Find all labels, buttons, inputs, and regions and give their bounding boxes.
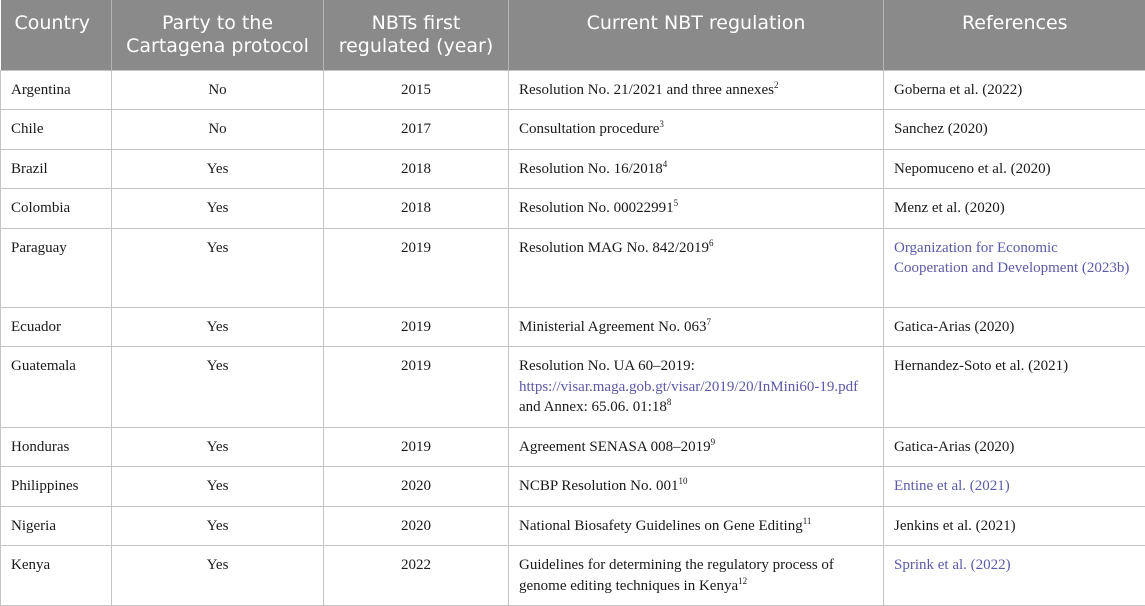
cell-year: 2019 bbox=[324, 307, 509, 347]
footnote-marker: 11 bbox=[803, 516, 812, 526]
cell-reference bbox=[884, 546, 1145, 606]
footnote-marker: 2 bbox=[774, 80, 779, 90]
cell-reference bbox=[884, 228, 1145, 307]
cell-reference: Gatica-Arias (2020) bbox=[884, 427, 1145, 467]
regulation-text-annex: and Annex: 65.06. 01:18 bbox=[519, 399, 667, 415]
cell-regulation bbox=[509, 228, 884, 307]
regulation-text: Resolution No. UA 60–2019: bbox=[519, 358, 695, 374]
cell-party: Yes bbox=[112, 506, 324, 546]
cell-reference: Jenkins et al. (2021) bbox=[884, 506, 1145, 546]
reference-link[interactable]: Sprink et al. (2022) bbox=[894, 557, 1011, 573]
cell-country: Honduras bbox=[1, 427, 112, 467]
cell-party: Yes bbox=[112, 228, 324, 307]
cell-country: Chile bbox=[1, 110, 112, 150]
cell-year: 2015 bbox=[324, 70, 509, 110]
cell-regulation bbox=[509, 427, 884, 467]
cell-country: Brazil bbox=[1, 149, 112, 189]
cell-country: Argentina bbox=[1, 70, 112, 110]
table-row bbox=[1, 347, 1145, 428]
reference-link[interactable]: Organization for Economic Cooperation and Development (2023b) bbox=[894, 240, 1129, 277]
footnote-marker: 12 bbox=[738, 576, 747, 586]
cell-party: Yes bbox=[112, 149, 324, 189]
cell-year: 2017 bbox=[324, 110, 509, 150]
table-row bbox=[1, 149, 1145, 189]
cell-reference: Goberna et al. (2022) bbox=[884, 70, 1145, 110]
table-row bbox=[1, 110, 1145, 150]
table-row bbox=[1, 506, 1145, 546]
regulation-text: Resolution MAG No. 842/2019 bbox=[519, 240, 709, 256]
cell-country: Paraguay bbox=[1, 228, 112, 307]
footnote-marker: 5 bbox=[674, 198, 679, 208]
table-row bbox=[1, 228, 1145, 307]
footnote-marker: 3 bbox=[659, 119, 664, 129]
cell-regulation bbox=[509, 110, 884, 150]
regulation-text: Consultation procedure bbox=[519, 121, 659, 137]
cell-party: No bbox=[112, 110, 324, 150]
header-party: Party to the Cartagena protocol bbox=[112, 0, 324, 70]
regulation-text: Resolution No. 00022991 bbox=[519, 200, 674, 216]
reference-link[interactable]: Entine et al. (2021) bbox=[894, 478, 1010, 494]
cell-country: Kenya bbox=[1, 546, 112, 606]
regulation-text: National Biosafety Guidelines on Gene Editing bbox=[519, 518, 803, 534]
header-references: References bbox=[884, 0, 1145, 70]
cell-regulation bbox=[509, 546, 884, 606]
regulation-text: Resolution No. 16/2018 bbox=[519, 161, 663, 177]
cell-party: Yes bbox=[112, 467, 324, 507]
cell-year: 2019 bbox=[324, 347, 509, 428]
table-row bbox=[1, 546, 1145, 606]
cell-year: 2018 bbox=[324, 149, 509, 189]
cell-regulation bbox=[509, 70, 884, 110]
cell-reference: Gatica-Arias (2020) bbox=[884, 307, 1145, 347]
cell-reference bbox=[884, 467, 1145, 507]
footnote-marker: 6 bbox=[709, 238, 714, 248]
header-country: Country bbox=[1, 0, 112, 70]
cell-regulation bbox=[509, 506, 884, 546]
cell-country: Nigeria bbox=[1, 506, 112, 546]
cell-party: No bbox=[112, 70, 324, 110]
cell-regulation bbox=[509, 347, 884, 428]
cell-regulation bbox=[509, 467, 884, 507]
header-regulation: Current NBT regulation bbox=[509, 0, 884, 70]
footnote-marker: 7 bbox=[706, 317, 711, 327]
footnote-marker: 8 bbox=[667, 397, 672, 407]
cell-regulation bbox=[509, 189, 884, 229]
regulation-text: Agreement SENASA 008–2019 bbox=[519, 439, 711, 455]
regulation-url-link[interactable]: https://visar.maga.gob.gt/visar/2019/20/InMini60-19.pdf bbox=[519, 379, 858, 395]
cell-year: 2020 bbox=[324, 506, 509, 546]
cell-reference: Sanchez (2020) bbox=[884, 110, 1145, 150]
cell-party: Yes bbox=[112, 307, 324, 347]
cell-reference: Hernandez-Soto et al. (2021) bbox=[884, 347, 1145, 428]
cell-regulation bbox=[509, 307, 884, 347]
header-year: NBTs first regulated (year) bbox=[324, 0, 509, 70]
cell-party: Yes bbox=[112, 189, 324, 229]
cell-year: 2020 bbox=[324, 467, 509, 507]
footnote-marker: 10 bbox=[678, 476, 687, 486]
table-row bbox=[1, 427, 1145, 467]
cell-year: 2018 bbox=[324, 189, 509, 229]
cell-year: 2019 bbox=[324, 427, 509, 467]
footnote-marker: 9 bbox=[711, 437, 716, 447]
regulation-text: Resolution No. 21/2021 and three annexes bbox=[519, 82, 774, 98]
cell-year: 2019 bbox=[324, 228, 509, 307]
table-header-row bbox=[1, 0, 1145, 70]
cell-country: Guatemala bbox=[1, 347, 112, 428]
cell-party: Yes bbox=[112, 427, 324, 467]
table-row bbox=[1, 70, 1145, 110]
footnote-marker: 4 bbox=[663, 159, 668, 169]
regulation-text: NCBP Resolution No. 001 bbox=[519, 478, 678, 494]
cell-reference: Menz et al. (2020) bbox=[884, 189, 1145, 229]
table-row bbox=[1, 467, 1145, 507]
cell-party: Yes bbox=[112, 347, 324, 428]
table-row bbox=[1, 307, 1145, 347]
regulation-text: Guidelines for determining the regulatory process of genome editing techniques in Kenya bbox=[519, 557, 834, 594]
regulation-text: Ministerial Agreement No. 063 bbox=[519, 319, 706, 335]
cell-party: Yes bbox=[112, 546, 324, 606]
cell-regulation bbox=[509, 149, 884, 189]
cell-country: Colombia bbox=[1, 189, 112, 229]
cell-year: 2022 bbox=[324, 546, 509, 606]
table-row bbox=[1, 189, 1145, 229]
cell-reference: Nepomuceno et al. (2020) bbox=[884, 149, 1145, 189]
cell-country: Ecuador bbox=[1, 307, 112, 347]
cell-country: Philippines bbox=[1, 467, 112, 507]
